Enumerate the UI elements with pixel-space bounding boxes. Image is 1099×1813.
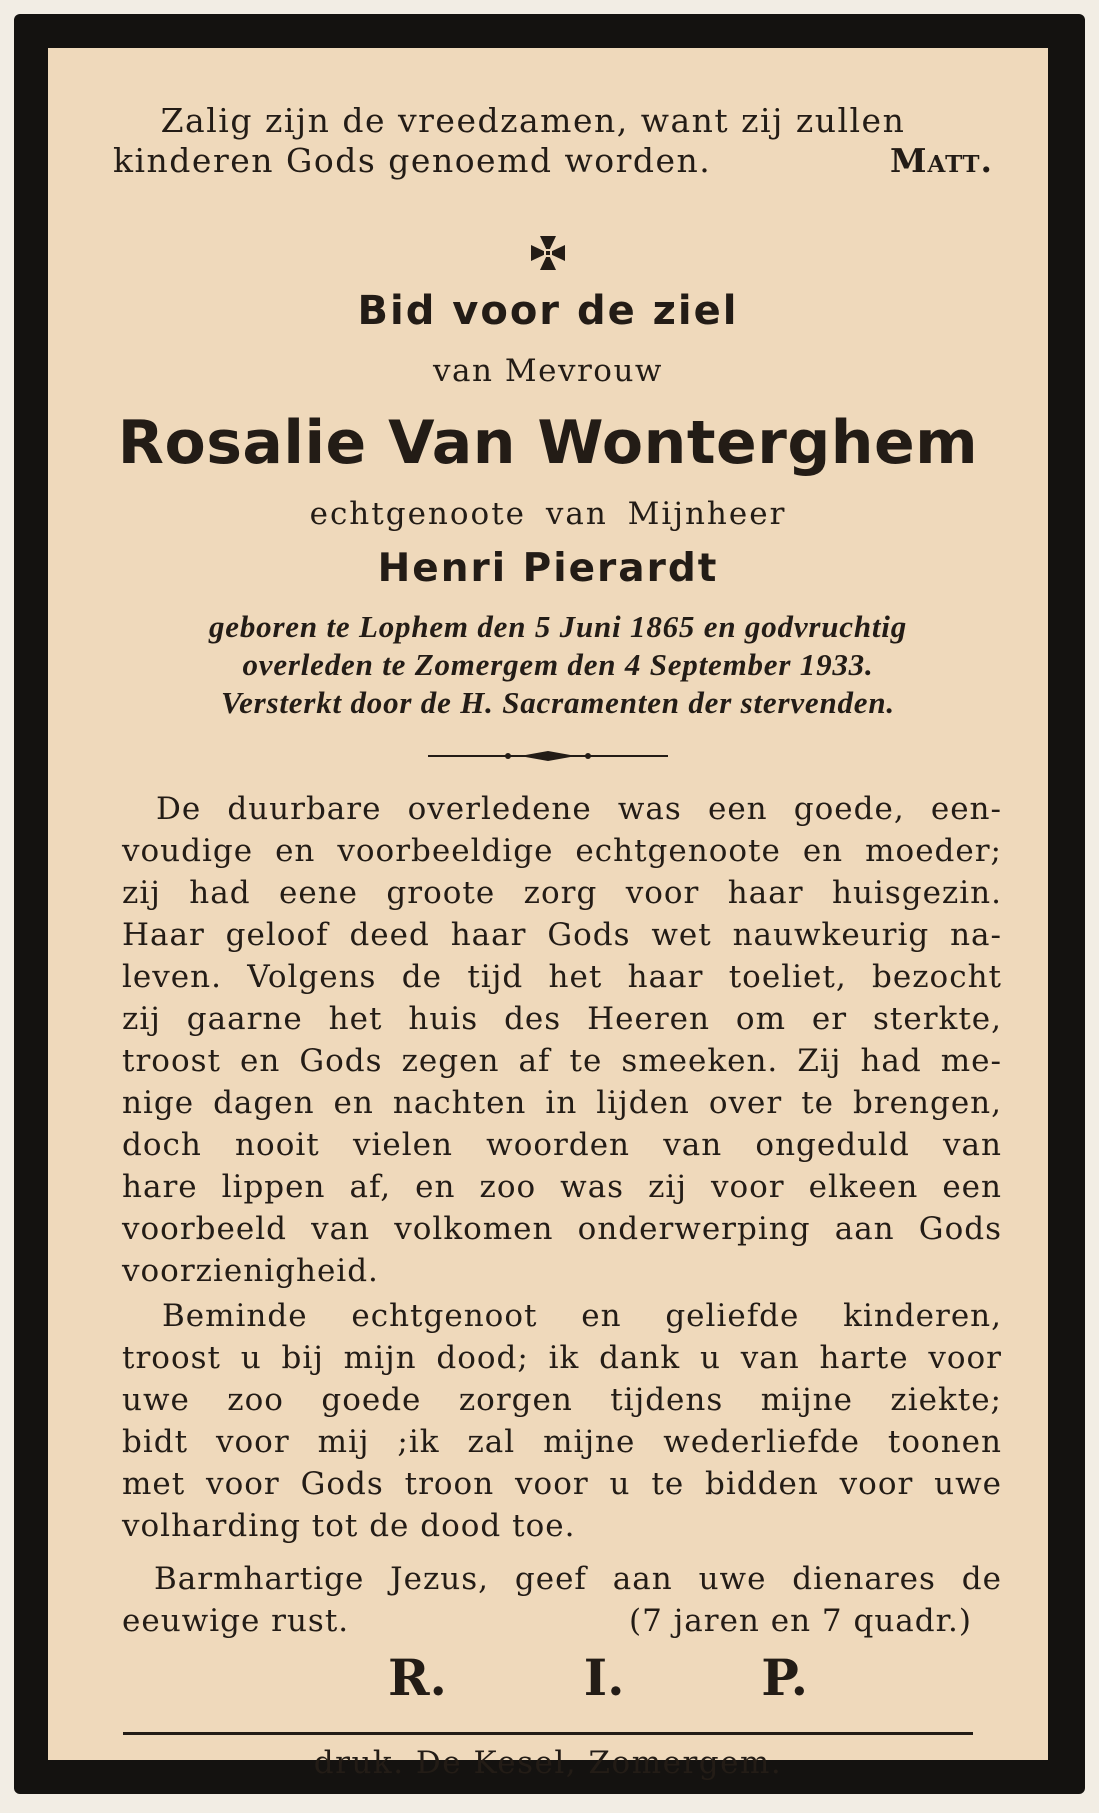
deceased-name: Rosalie Van Wonterghem — [117, 408, 979, 478]
memorial-card — [48, 48, 1048, 1781]
title-line: van Mevrouw — [433, 353, 663, 389]
text-line: nige dagen en nachten in lijden over te brengen, — [122, 1085, 1002, 1121]
relation-line: echtgenoote van Mijnheer — [309, 496, 787, 532]
text-line: met voor Gods troon voor u te bidden voor uwe — [122, 1466, 1002, 1502]
text-line: hare lippen af, en zoo was zij voor elkeen een — [122, 1169, 1002, 1205]
biography — [108, 608, 1008, 722]
rip-letter: P. — [761, 1648, 808, 1707]
text-line: volharding tot de dood toe. — [122, 1508, 576, 1544]
text-line: bidt voor mij ;ik zal mijne wederliefde toonen — [122, 1424, 1002, 1460]
prayer-heading: Bid voor de ziel — [357, 288, 739, 334]
epigraph-line-2-row — [113, 141, 993, 181]
rip-letter: I. — [583, 1648, 625, 1707]
text-line: eeuwige rust. — [122, 1603, 350, 1639]
paragraph-prayer — [122, 1558, 1002, 1642]
text-line: doch nooit vielen woorden van ongeduld van — [122, 1127, 1002, 1163]
text-line: troost u bij mijn dood; ik dank u van harte voor — [122, 1340, 1002, 1376]
text-line: uwe zoo goede zorgen tijdens mijne ziekte; — [122, 1382, 1002, 1418]
text-line: troost en Gods zegen af te smeeken. Zij had me- — [122, 1043, 1002, 1079]
text-line: Beminde echtgenoot en geliefde kinderen, — [162, 1298, 1002, 1334]
text-line: voudige en voorbeeldige echtgenoote en moeder; — [122, 833, 1002, 869]
indulgence-note: (7 jaren en 7 quadr.) — [629, 1603, 972, 1639]
text-line: leven. Volgens de tijd het haar toeliet, bezocht — [122, 959, 1002, 995]
text-line: voorbeeld van volkomen onderwerping aan Gods — [122, 1211, 1002, 1247]
bio-line-1: geboren te Lophem den 5 Juni 1865 en godvruchtig — [208, 609, 908, 644]
footer-rule — [123, 1732, 973, 1735]
cross-icon — [527, 232, 569, 274]
final-line — [122, 1600, 1002, 1642]
rip-letters — [388, 1648, 808, 1707]
text-line: Barmhartige Jezus, geef aan uwe dienares de — [154, 1561, 1002, 1597]
text-line: De duurbare overledene was een goede, een- — [156, 791, 1002, 827]
rip-letter: R. — [388, 1648, 447, 1707]
epigraph — [113, 101, 993, 181]
epigraph-source: Matt. — [889, 141, 993, 180]
epigraph-line-2: kinderen Gods genoemd worden. — [113, 141, 712, 180]
bio-line-2: overleden te Zomergem den 4 September 1933. — [242, 647, 874, 682]
text-line: voorzienigheid. — [122, 1253, 379, 1289]
printer-credit: druk. De Kesel, Zomergem. — [313, 1745, 783, 1781]
text-line: zij had eene groote zorg voor haar huisgezin. — [122, 875, 1002, 911]
spouse-name: Henri Pierardt — [377, 546, 719, 591]
epigraph-line-1: Zalig zijn de vreedzamen, want zij zullen — [160, 101, 906, 140]
text-line: Haar geloof deed haar Gods wet nauwkeurig na- — [122, 917, 1002, 953]
bio-line-3: Versterkt door de H. Sacramenten der stervenden. — [221, 685, 895, 720]
text-line: zij gaarne het huis des Heeren om er sterkte, — [122, 1001, 1002, 1037]
paragraph-farewell — [122, 1295, 1002, 1547]
ornament-divider — [428, 748, 668, 764]
paragraph-eulogy — [122, 788, 1002, 1292]
mourning-card-border — [14, 14, 1085, 1794]
